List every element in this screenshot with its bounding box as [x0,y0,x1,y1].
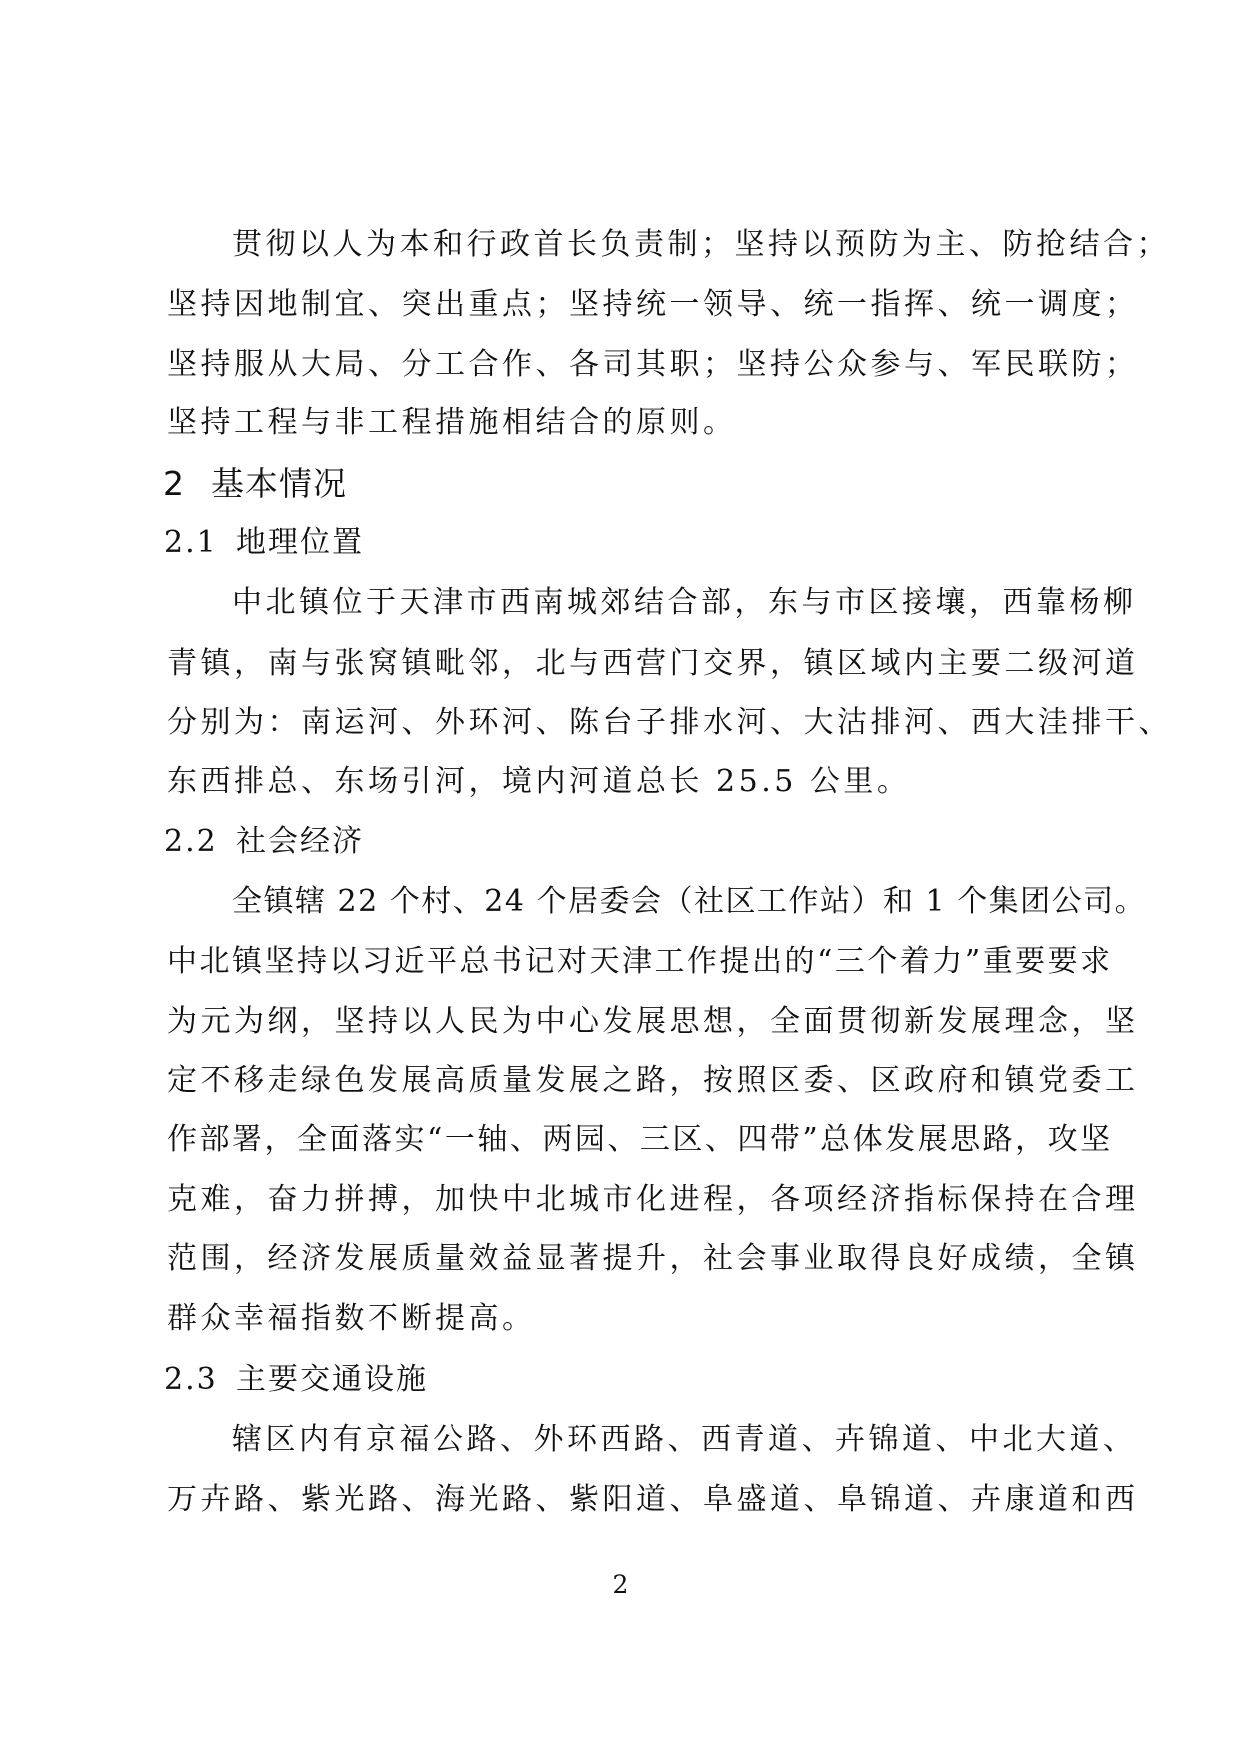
subsection-number: 2.1 [164,525,218,560]
principles-line-1: 贯彻以人为本和行政首长负责制；坚持以预防为主、防抢结合； [232,227,1170,262]
page-number: 2 [612,1570,629,1599]
principles-line-4: 坚持工程与非工程措施相结合的原则。 [167,405,737,440]
section-number: 2 [163,464,185,503]
subsection-number: 2.2 [164,824,218,859]
subsection-title: 社会经济 [236,824,364,859]
paragraph-line: 全镇辖 22 个村、24 个居委会（社区工作站）和 1 个集团公司。 [232,884,1147,919]
subsection-title: 主要交通设施 [236,1362,428,1397]
paragraph-line: 分别为：南运河、外环河、陈台子排水河、大沽排河、西大洼排干、 [167,705,1172,740]
subsection-number: 2.3 [164,1362,218,1397]
paragraph-line: 群众幸福指数不断提高。 [167,1301,536,1336]
paragraph-line: 作部署，全面落实“一轴、两园、三区、四带”总体发展思路，攻坚 [167,1122,1113,1157]
principles-line-2: 坚持因地制宜、突出重点；坚持统一领导、统一指挥、统一调度； [167,287,1139,322]
paragraph-line: 为元为纲，坚持以人民为中心发展思想，全面贯彻新发展理念，坚 [167,1004,1139,1039]
paragraph-line: 青镇，南与张窝镇毗邻，北与西营门交界，镇区域内主要二级河道 [167,646,1139,681]
subsection-title: 地理位置 [236,525,364,560]
paragraph-line: 中北镇位于天津市西南城郊结合部，东与市区接壤，西靠杨柳 [232,585,1137,620]
paragraph-line: 范围，经济发展质量效益显著提升，社会事业取得良好成绩，全镇 [167,1241,1139,1276]
paragraph-line: 辖区内有京福公路、外环西路、西青道、卉锦道、中北大道、 [232,1422,1137,1457]
principles-line-3: 坚持服从大局、分工合作、各司其职；坚持公众参与、军民联防； [167,347,1139,382]
paragraph-line: 东西排总、东场引河，境内河道总长 25.5 公里。 [167,764,911,799]
section-title: 基本情况 [211,464,347,503]
paragraph-line: 定不移走绿色发展高质量发展之路，按照区委、区政府和镇党委工 [167,1063,1139,1098]
paragraph-line: 万卉路、紫光路、海光路、紫阳道、阜盛道、阜锦道、卉康道和西 [167,1482,1139,1517]
paragraph-line: 中北镇坚持以习近平总书记对天津工作提出的“三个着力”重要要求 [167,944,1113,979]
paragraph-line: 克难，奋力拼搏，加快中北城市化进程，各项经济指标保持在合理 [167,1182,1139,1217]
